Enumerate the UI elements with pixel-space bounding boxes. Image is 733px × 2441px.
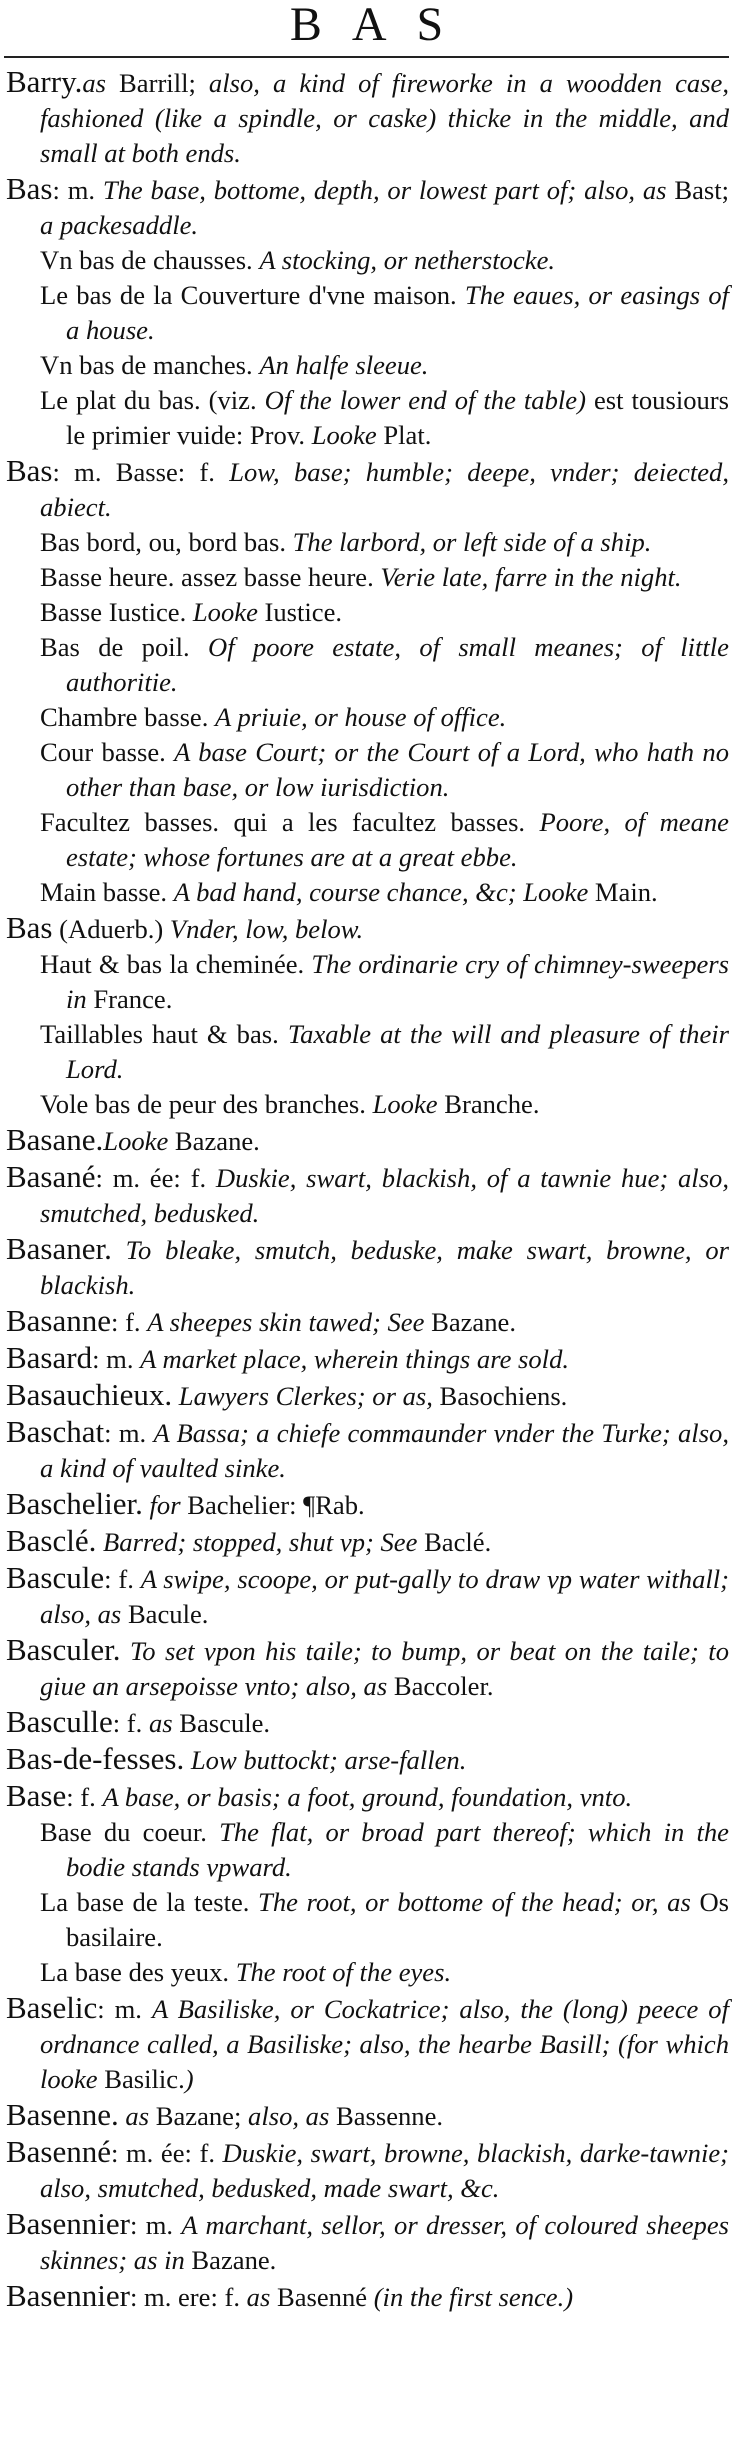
headword: Basauchieux. xyxy=(6,1377,173,1412)
dictionary-entry xyxy=(6,1632,729,1704)
dictionary-entry xyxy=(6,1741,729,1778)
french-text: Vn bas de chausses. xyxy=(40,245,260,275)
english-gloss: Low, base; humble; deepe, vnder; deiected, abiect. xyxy=(40,457,729,522)
dictionary-subentry xyxy=(6,560,729,595)
french-text: : m. ere: f. xyxy=(129,2282,247,2312)
french-text: : f. xyxy=(104,1564,141,1594)
french-text: Branche. xyxy=(444,1089,540,1119)
headword: Basenné xyxy=(6,2134,112,2169)
french-text: Bast; xyxy=(674,175,730,205)
french-text: Barrill; xyxy=(119,68,209,98)
english-gloss: A base Court; or the Court of a Lord, who hath no other than base, or low iurisdiction. xyxy=(66,737,729,802)
french-text: : f. xyxy=(66,1782,103,1812)
english-gloss: An halfe sleeue. xyxy=(259,350,429,380)
french-text: Main basse. xyxy=(40,877,174,907)
english-gloss: a packesaddle. xyxy=(40,210,199,240)
french-text: : m. ée: f. xyxy=(111,2138,223,2168)
french-text: Basochiens. xyxy=(439,1381,568,1411)
french-text: Bacule. xyxy=(127,1599,209,1629)
english-gloss: A stocking, or netherstocke. xyxy=(259,245,556,275)
headword: Base xyxy=(6,1778,67,1813)
dictionary-subentry xyxy=(6,348,729,383)
english-gloss: The base, bottome, depth, or lowest part of; also, as xyxy=(102,175,675,205)
english-gloss: as xyxy=(82,68,120,98)
french-text: La base de la teste. xyxy=(40,1887,259,1917)
dictionary-subentry xyxy=(6,1885,729,1955)
running-head: BAS xyxy=(289,0,474,51)
english-gloss: A Bassa; a chiefe commaunder vnder the Turke; also, a kind of vaulted sinke. xyxy=(40,1418,729,1483)
english-gloss: To set vpon his taile; to bump, or beat on the taile; to giue an arsepoisse vnto; also, as xyxy=(40,1636,729,1701)
dictionary-entry xyxy=(6,2134,729,2206)
dictionary-subentry xyxy=(6,805,729,875)
headword: Baselic xyxy=(6,1990,98,2025)
english-gloss: A priuie, or house of office. xyxy=(215,702,507,732)
english-gloss: A Basiliske, or Cockatrice; also, the (long) peece of ordnance called, a Basiliske; also, the hearbe Basill; (for which looke xyxy=(40,1994,729,2094)
french-text: Le plat du bas. (viz. xyxy=(40,385,265,415)
headword: Basennier xyxy=(6,2206,130,2241)
dictionary-subentry xyxy=(6,1017,729,1087)
english-gloss: A sheepes skin tawed; See xyxy=(147,1307,432,1337)
french-text: Bazane. xyxy=(174,1126,260,1156)
dictionary-entry xyxy=(6,1303,729,1340)
headword: Baschelier. xyxy=(6,1486,143,1521)
french-text: Basilic. xyxy=(104,2064,185,2094)
headword: Basennier xyxy=(6,2278,130,2313)
dictionary-entry xyxy=(6,1122,729,1159)
english-gloss: A swipe, scoope, or put-gally to draw vp water withall; also, as xyxy=(40,1564,729,1629)
headword: Basané xyxy=(6,1159,96,1194)
english-gloss: Looke xyxy=(192,597,265,627)
english-gloss: To bleake, smutch, beduske, make swart, browne, or blackish. xyxy=(40,1235,729,1300)
french-text: Taillables haut & bas. xyxy=(40,1019,288,1049)
french-text: : f. xyxy=(111,1307,148,1337)
dictionary-subentry xyxy=(6,875,729,910)
dictionary-entry xyxy=(6,1990,729,2097)
french-text: Le bas de la Couverture d'vne maison. xyxy=(40,280,465,310)
french-text: : m. Basse: f. xyxy=(52,457,230,487)
dictionary-subentry xyxy=(6,630,729,700)
english-gloss: Looke xyxy=(103,1126,175,1156)
french-text: Plat. xyxy=(383,420,432,450)
french-text: Iustice. xyxy=(264,597,343,627)
headword: Basaner. xyxy=(6,1231,112,1266)
dictionary-entry xyxy=(6,1340,729,1377)
dictionary-subentry xyxy=(6,1087,729,1122)
dictionary-entry xyxy=(6,1159,729,1231)
dictionary-entry xyxy=(6,1486,729,1523)
english-gloss: Of the lower end of the table) xyxy=(264,385,594,415)
dictionary-subentry xyxy=(6,595,729,630)
headword: Bas xyxy=(6,171,53,206)
headword: Basard xyxy=(6,1340,93,1375)
french-text: Bassenne. xyxy=(335,2101,444,2131)
english-gloss: Verie late, farre in the night. xyxy=(380,562,682,592)
french-text: Vn bas de manches. xyxy=(40,350,260,380)
english-gloss: Duskie, swart, blackish, of a tawnie hue; also, smutched, bedusked. xyxy=(40,1163,729,1228)
english-gloss: ) xyxy=(184,2064,194,2094)
english-gloss: The eaues, or easings of a house. xyxy=(66,280,730,345)
english-gloss: also, a kind of fireworke in a woodden case, fashioned (like a spindle, or caske) thicke in the middle, and small at both ends. xyxy=(40,68,730,168)
french-text: Cour basse. xyxy=(40,737,175,767)
french-text: Basse heure. assez basse heure. xyxy=(40,562,381,592)
english-gloss: Taxable at the will and pleasure of their Lord. xyxy=(66,1019,729,1084)
french-text: : f. xyxy=(112,1708,149,1738)
dictionary-entry xyxy=(6,1523,729,1560)
headword: Basane. xyxy=(6,1122,104,1157)
french-text: Vole bas de peur des branches. xyxy=(40,1089,373,1119)
french-text: Os basilaire. xyxy=(66,1887,730,1952)
dictionary-subentry xyxy=(6,735,729,805)
dictionary-entry xyxy=(6,1704,729,1741)
english-gloss: for xyxy=(142,1490,188,1520)
french-text: (Aduerb.) xyxy=(52,914,170,944)
english-gloss: A bad hand, course chance, &c; Looke xyxy=(173,877,595,907)
headword: Basanne xyxy=(6,1303,112,1338)
french-text: Bazane. xyxy=(431,1307,516,1337)
english-gloss: The larbord, or left side of a ship. xyxy=(292,527,652,557)
english-gloss: Vnder, low, below. xyxy=(169,914,364,944)
english-gloss: Looke xyxy=(372,1089,445,1119)
english-gloss: also, as xyxy=(248,2101,336,2131)
dictionary-subentry xyxy=(6,1815,729,1885)
headword: Barry. xyxy=(6,64,83,99)
dictionary-subentry xyxy=(6,278,729,348)
english-gloss: (in the first sence.) xyxy=(373,2282,574,2312)
french-text: Bascule. xyxy=(179,1708,271,1738)
dictionary-entry xyxy=(6,1231,729,1303)
headword: Bas xyxy=(6,910,53,945)
dictionary-entry xyxy=(6,910,729,947)
headword: Basenne. xyxy=(6,2097,119,2132)
french-text: France. xyxy=(93,984,173,1014)
english-gloss: A marchant, sellor, or dresser, of coloured sheepes skinnes; as in xyxy=(40,2210,729,2275)
english-gloss: Lawyers Clerkes; or as, xyxy=(172,1381,440,1411)
french-text: Base du coeur. xyxy=(40,1817,220,1847)
headword: Basculle xyxy=(6,1704,113,1739)
english-gloss: Duskie, swart, browne, blackish, darke-tawnie; also, smutched, bedusked, made swart, &c. xyxy=(40,2138,729,2203)
headword: Bascule xyxy=(6,1560,105,1595)
dictionary-entry xyxy=(6,171,729,243)
french-text: Basenné xyxy=(276,2282,374,2312)
french-text: : m. xyxy=(104,1418,154,1448)
french-text: : m. xyxy=(52,175,103,205)
french-text: La base des yeux. xyxy=(40,1957,236,1987)
dictionary-subentry xyxy=(6,243,729,278)
headword: Bas-de-fesses. xyxy=(6,1741,185,1776)
english-gloss: as xyxy=(148,1708,180,1738)
english-gloss: as xyxy=(246,2282,277,2312)
english-gloss: A base, or basis; a foot, ground, foundation, vnto. xyxy=(102,1782,633,1812)
french-text: Baccoler. xyxy=(393,1671,494,1701)
french-text: Bas bord, ou, bord bas. xyxy=(40,527,293,557)
french-text: Basse Iustice. xyxy=(40,597,193,627)
french-text: Haut & bas la cheminée. xyxy=(40,949,312,979)
english-gloss: A market place, wherein things are sold. xyxy=(140,1344,570,1374)
entry-list xyxy=(0,58,733,2315)
dictionary-entry xyxy=(6,453,729,525)
dictionary-subentry xyxy=(6,1955,729,1990)
french-text: Bachelier: ¶Rab. xyxy=(187,1490,365,1520)
headword: Basclé. xyxy=(6,1523,97,1558)
french-text: Chambre basse. xyxy=(40,702,216,732)
french-text: : m. xyxy=(97,1994,152,2024)
english-gloss: Poore, of meane estate; whose fortunes are at a great ebbe. xyxy=(66,807,729,872)
dictionary-entry xyxy=(6,2206,729,2278)
english-gloss: The flat, or broad part thereof; which in the bodie stands vpward. xyxy=(66,1817,729,1882)
french-text: Main. xyxy=(594,877,658,907)
english-gloss: The root of the eyes. xyxy=(235,1957,452,1987)
dictionary-subentry xyxy=(6,525,729,560)
french-text: Baclé. xyxy=(424,1527,492,1557)
french-text: Bazane. xyxy=(191,2245,277,2275)
english-gloss: as xyxy=(118,2101,156,2131)
dictionary-entry xyxy=(6,1414,729,1486)
dictionary-subentry xyxy=(6,700,729,735)
english-gloss: Low buttockt; arse-fallen. xyxy=(184,1745,467,1775)
english-gloss: The root, or bottome of the head; or, as xyxy=(258,1887,700,1917)
english-gloss: Looke xyxy=(311,420,384,450)
french-text: est tousiours le primier vuide: Prov. xyxy=(66,385,730,450)
dictionary-entry xyxy=(6,64,729,171)
french-text: : m. xyxy=(129,2210,182,2240)
dictionary-subentry xyxy=(6,383,729,453)
dictionary-entry xyxy=(6,1778,729,1815)
dictionary-entry xyxy=(6,1560,729,1632)
dictionary-entry xyxy=(6,1377,729,1414)
headword: Basculer. xyxy=(6,1632,121,1667)
headword: Bas xyxy=(6,453,53,488)
dictionary-subentry xyxy=(6,947,729,1017)
french-text: : m. ée: f. xyxy=(95,1163,216,1193)
french-text: Facultez basses. qui a les facultez basses. xyxy=(40,807,540,837)
dictionary-entry xyxy=(6,2278,729,2315)
dictionary-entry xyxy=(6,2097,729,2134)
french-text: Bas de poil. xyxy=(40,632,208,662)
french-text: : m. xyxy=(92,1344,141,1374)
english-gloss: The ordinarie cry of chimney-sweepers in xyxy=(66,949,729,1014)
english-gloss: Barred; stopped, shut vp; See xyxy=(96,1527,425,1557)
english-gloss: Of poore estate, of small meanes; of little authoritie. xyxy=(66,632,729,697)
french-text: Bazane; xyxy=(155,2101,249,2131)
headword: Baschat xyxy=(6,1414,105,1449)
